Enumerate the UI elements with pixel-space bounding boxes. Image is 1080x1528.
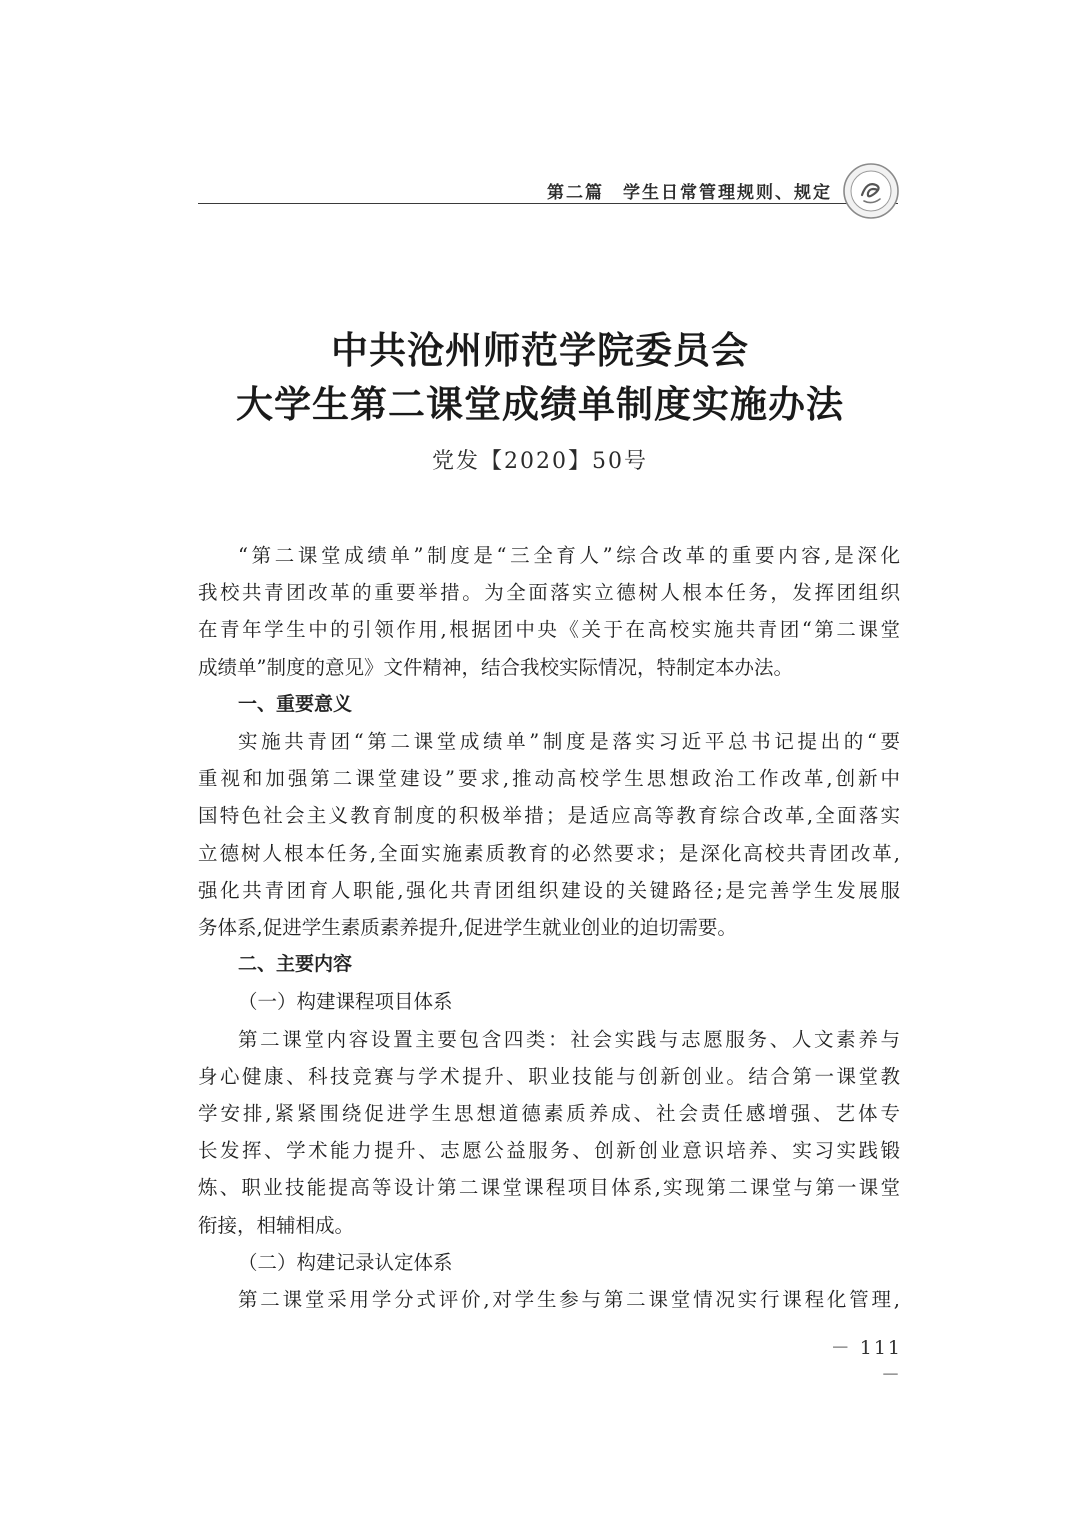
body-line: 第二课堂内容设置主要包含四类：社会实践与志愿服务、人文素养与 [238, 1027, 900, 1051]
body-line: 实施共青团“第二课堂成绩单”制度是落实习近平总书记提出的“要 [238, 730, 900, 754]
title-line-1: 中共沧州师范学院委员会 [331, 328, 749, 372]
body-line: 衔接，相辅相成。 [198, 1213, 355, 1237]
body-line: 重视和加强第二课堂建设”要求,推动高校学生思想政治工作改革,创新中 [198, 767, 900, 791]
body-line: 我校共青团改革的重要举措。为全面落实立德树人根本任务，发挥团组织 [198, 581, 900, 605]
body-line: 立德树人根本任务,全面实施素质教育的必然要求；是深化高校共青团改革, [198, 841, 900, 865]
university-seal-icon [842, 162, 900, 220]
body-line: 炼、职业技能提高等设计第二课堂课程项目体系,实现第二课堂与第一课堂 [198, 1176, 900, 1200]
body-line: 成绩单”制度的意见》文件精神，结合我校实际情况，特制定本办法。 [198, 655, 793, 679]
section-heading: 一、重要意义 [238, 692, 353, 715]
body-line: 第二课堂采用学分式评价,对学生参与第二课堂情况实行课程化管理, [238, 1288, 900, 1312]
body-line: 在青年学生中的引领作用,根据团中央《关于在高校实施共青团“第二课堂 [198, 618, 900, 642]
page-number: － 111 － [830, 1337, 902, 1386]
body-line: “第二课堂成绩单”制度是“三全育人”综合改革的重要内容,是深化 [238, 544, 900, 567]
title-line-2: 大学生第二课堂成绩单制度实施办法 [236, 382, 844, 426]
body-line: 强化共青团育人职能,强化共青团组织建设的关键路径;是完善学生发展服 [198, 878, 900, 902]
header-rule [198, 203, 898, 204]
body-line: 国特色社会主义教育制度的积极举措；是适应高等教育综合改革,全面落实 [198, 804, 900, 828]
section-heading: 二、主要内容 [238, 953, 353, 976]
body-line: 身心健康、科技竞赛与学术提升、职业技能与创新创业。结合第一课堂教 [198, 1064, 900, 1088]
body-line: 学安排,紧紧围绕促进学生思想道德素质养成、社会责任感增强、艺体专 [198, 1102, 900, 1126]
body-line: 长发挥、学术能力提升、志愿公益服务、创新创业意识培养、实习实践锻 [198, 1139, 900, 1163]
document-number: 党发【2020】50号 [432, 449, 648, 474]
subsection-heading: （一）构建课程项目体系 [238, 990, 453, 1014]
subsection-heading: （二）构建记录认定体系 [238, 1250, 453, 1274]
running-header: 第二篇 学生日常管理规则、规定 [547, 183, 832, 203]
body-line: 务体系,促进学生素质素养提升,促进学生就业创业的迫切需要。 [198, 916, 737, 940]
body-text [198, 537, 900, 1318]
